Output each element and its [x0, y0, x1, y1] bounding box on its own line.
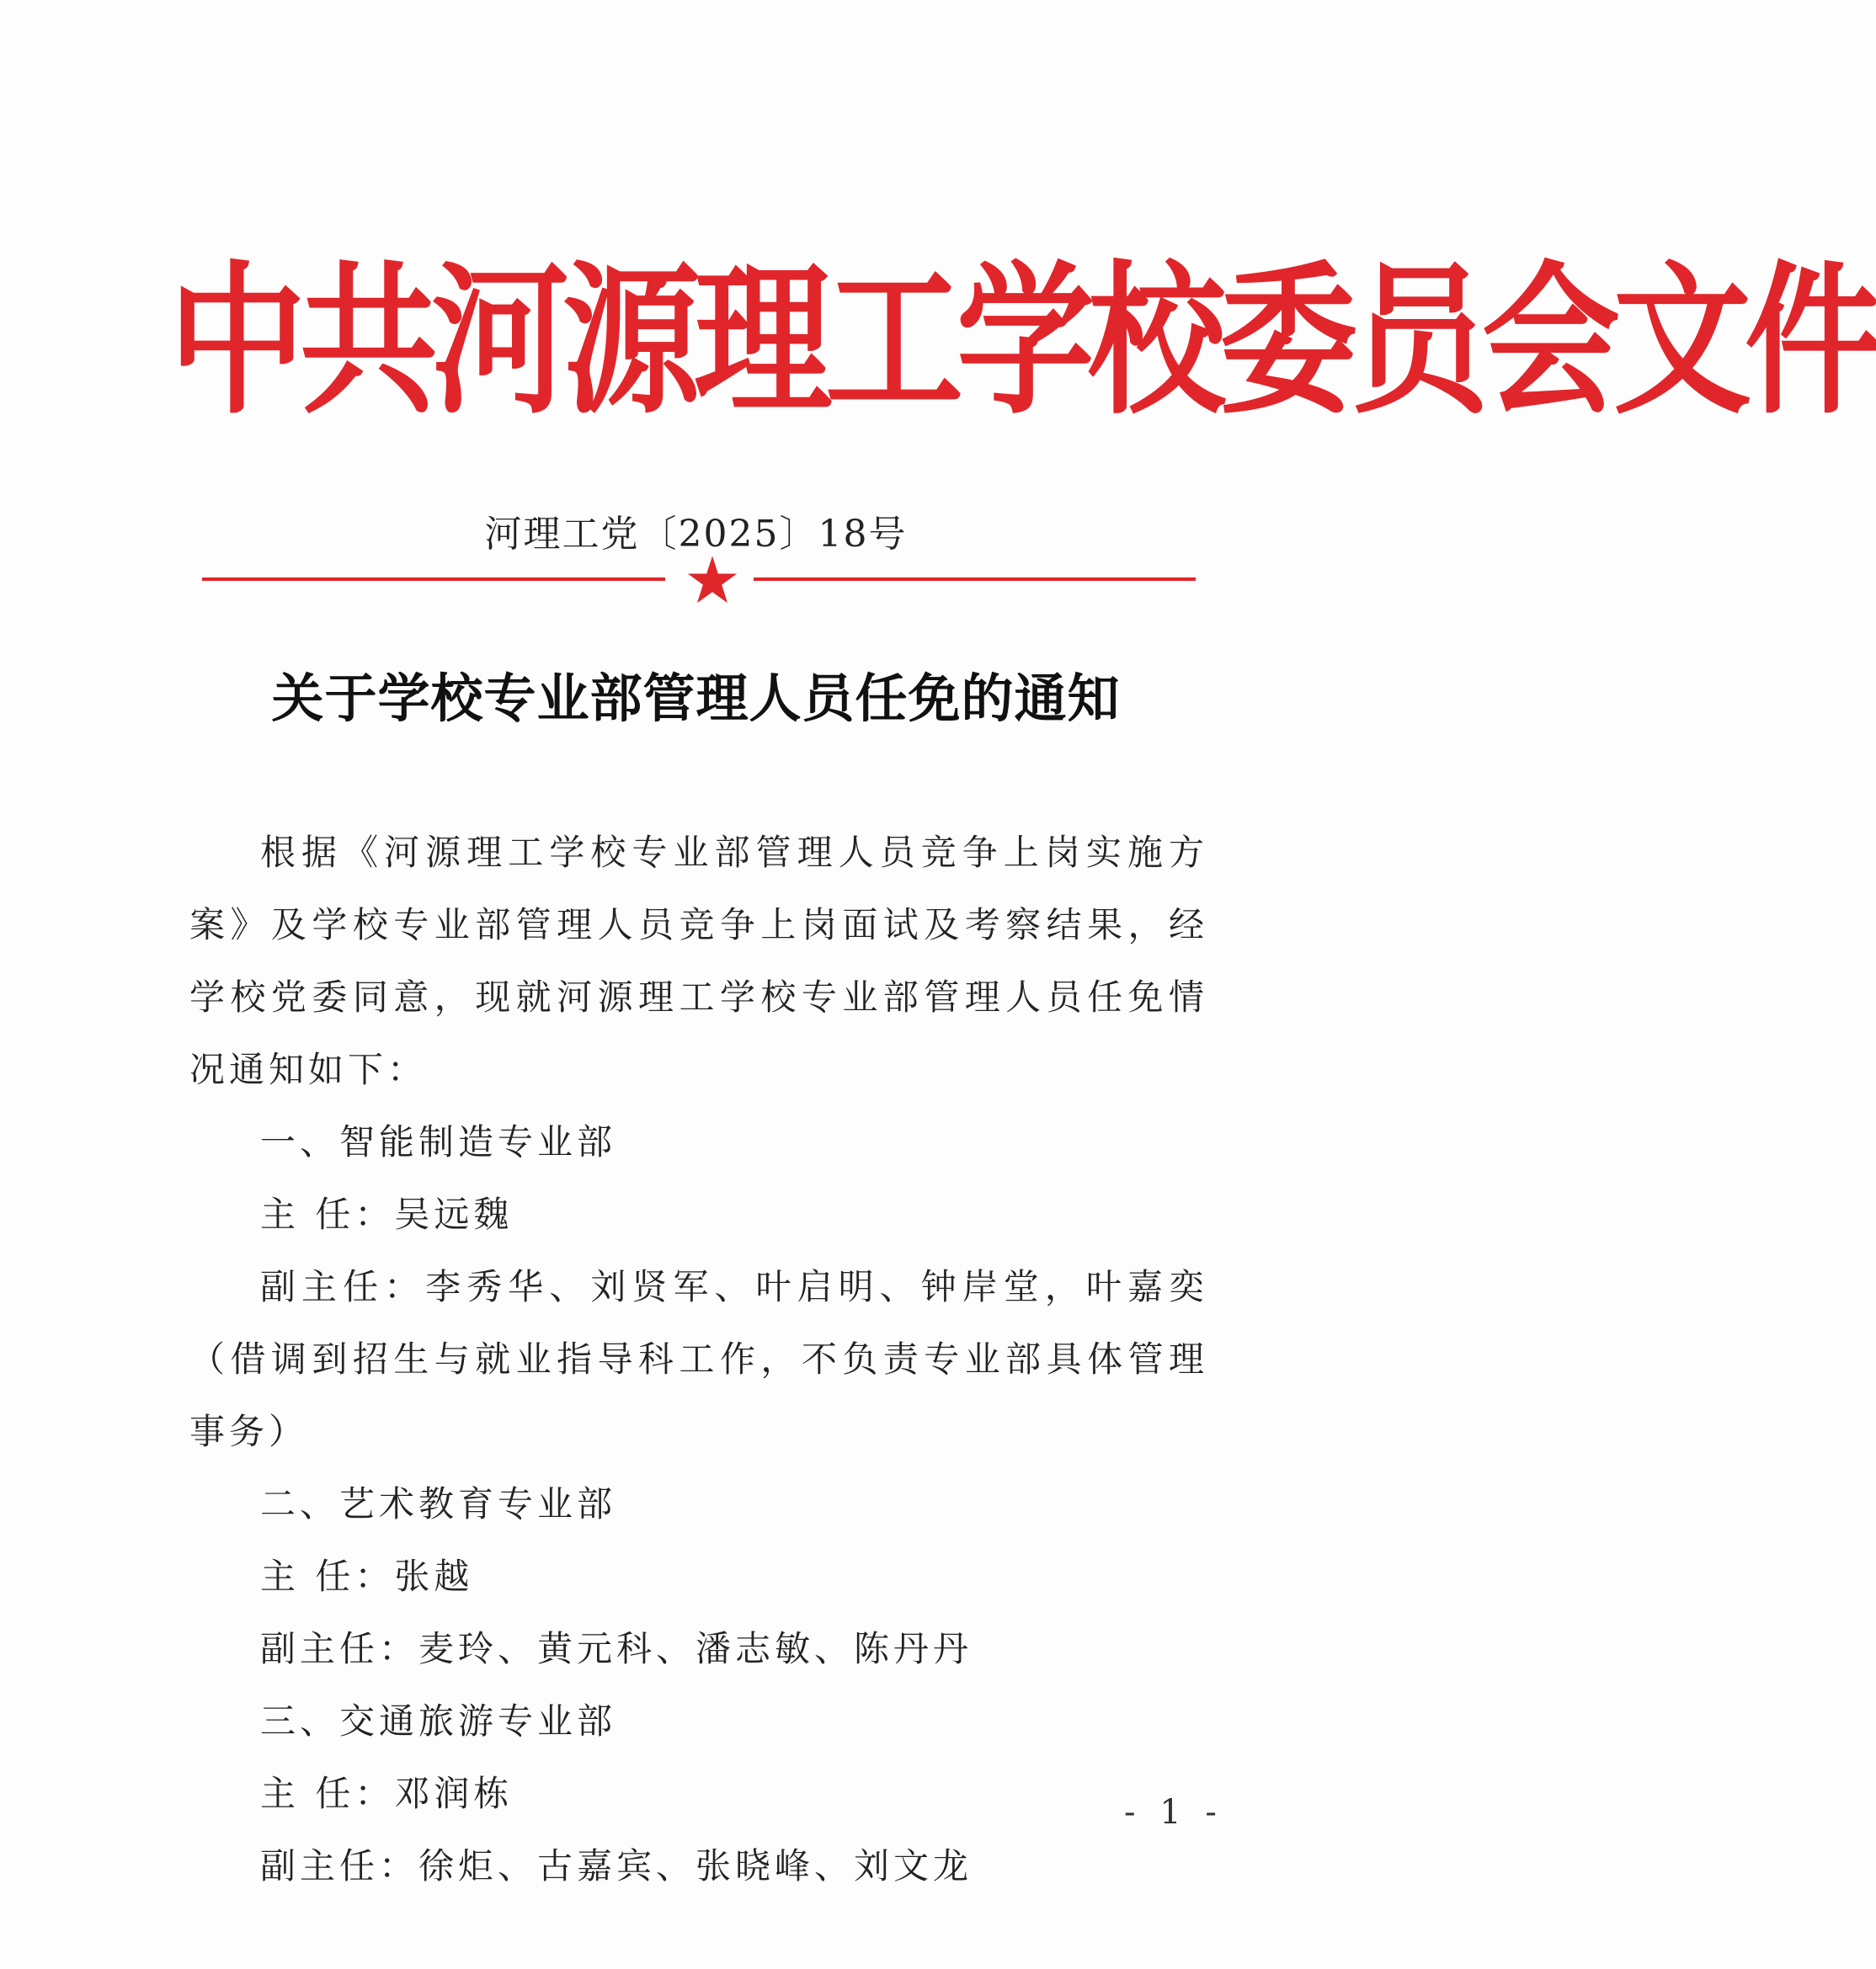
- director-label: 主 任：: [260, 1773, 395, 1814]
- director-line: [189, 1541, 1208, 1613]
- page-number: - 1 -: [1124, 1793, 1223, 1832]
- director-label: 主 任：: [260, 1556, 395, 1597]
- red-star-icon: [686, 554, 738, 606]
- masthead-title: 中共河源理工学校委员会文件: [168, 244, 1876, 437]
- deputy-label: 副主任：: [260, 1266, 426, 1307]
- director-line: [189, 1179, 1208, 1251]
- deputy-line: [189, 1251, 1208, 1468]
- director-line: [189, 1758, 1208, 1830]
- section-heading: 三、交通旅游专业部: [260, 1700, 617, 1742]
- deputy-names: 麦玲、黄元科、潘志敏、陈丹丹: [418, 1628, 973, 1669]
- deputy-label: 副主任：: [260, 1628, 419, 1669]
- intro-paragraph: 根据《河源理工学校专业部管理人员竞争上岗实施方案》及学校专业部管理人员竞争上岗面试及考察结果，经学校党委同意，现就河源理工学校专业部管理人员任免情况通知如下：: [189, 832, 1208, 1090]
- director-name: 吴远魏: [394, 1194, 514, 1235]
- deputy-names: 徐炬、古嘉宾、张晓峰、刘文龙: [418, 1845, 973, 1887]
- document-number: 河理工党〔2025〕18号: [484, 513, 908, 556]
- director-name: 张越: [394, 1556, 474, 1597]
- director-name: 邓润栋: [394, 1773, 514, 1814]
- notice-title: 关于学校专业部管理人员任免的通知: [271, 668, 1121, 729]
- section-heading: 一、智能制造专业部: [260, 1121, 617, 1163]
- deputy-line: [189, 1830, 1208, 1902]
- deputy-label: 副主任：: [260, 1845, 419, 1887]
- red-rule-right: [754, 577, 1196, 581]
- deputy-names: 李秀华、刘贤军、叶启明、钟岸堂，叶嘉奕（借调到招生与就业指导科工作，不负责专业部具体管理事务）: [189, 1266, 1208, 1452]
- red-rule-left: [202, 577, 665, 581]
- director-label: 主 任：: [260, 1194, 395, 1235]
- section-heading: 二、艺术教育专业部: [260, 1483, 617, 1525]
- notice-body: [189, 817, 1208, 1902]
- deputy-line: [189, 1613, 1208, 1685]
